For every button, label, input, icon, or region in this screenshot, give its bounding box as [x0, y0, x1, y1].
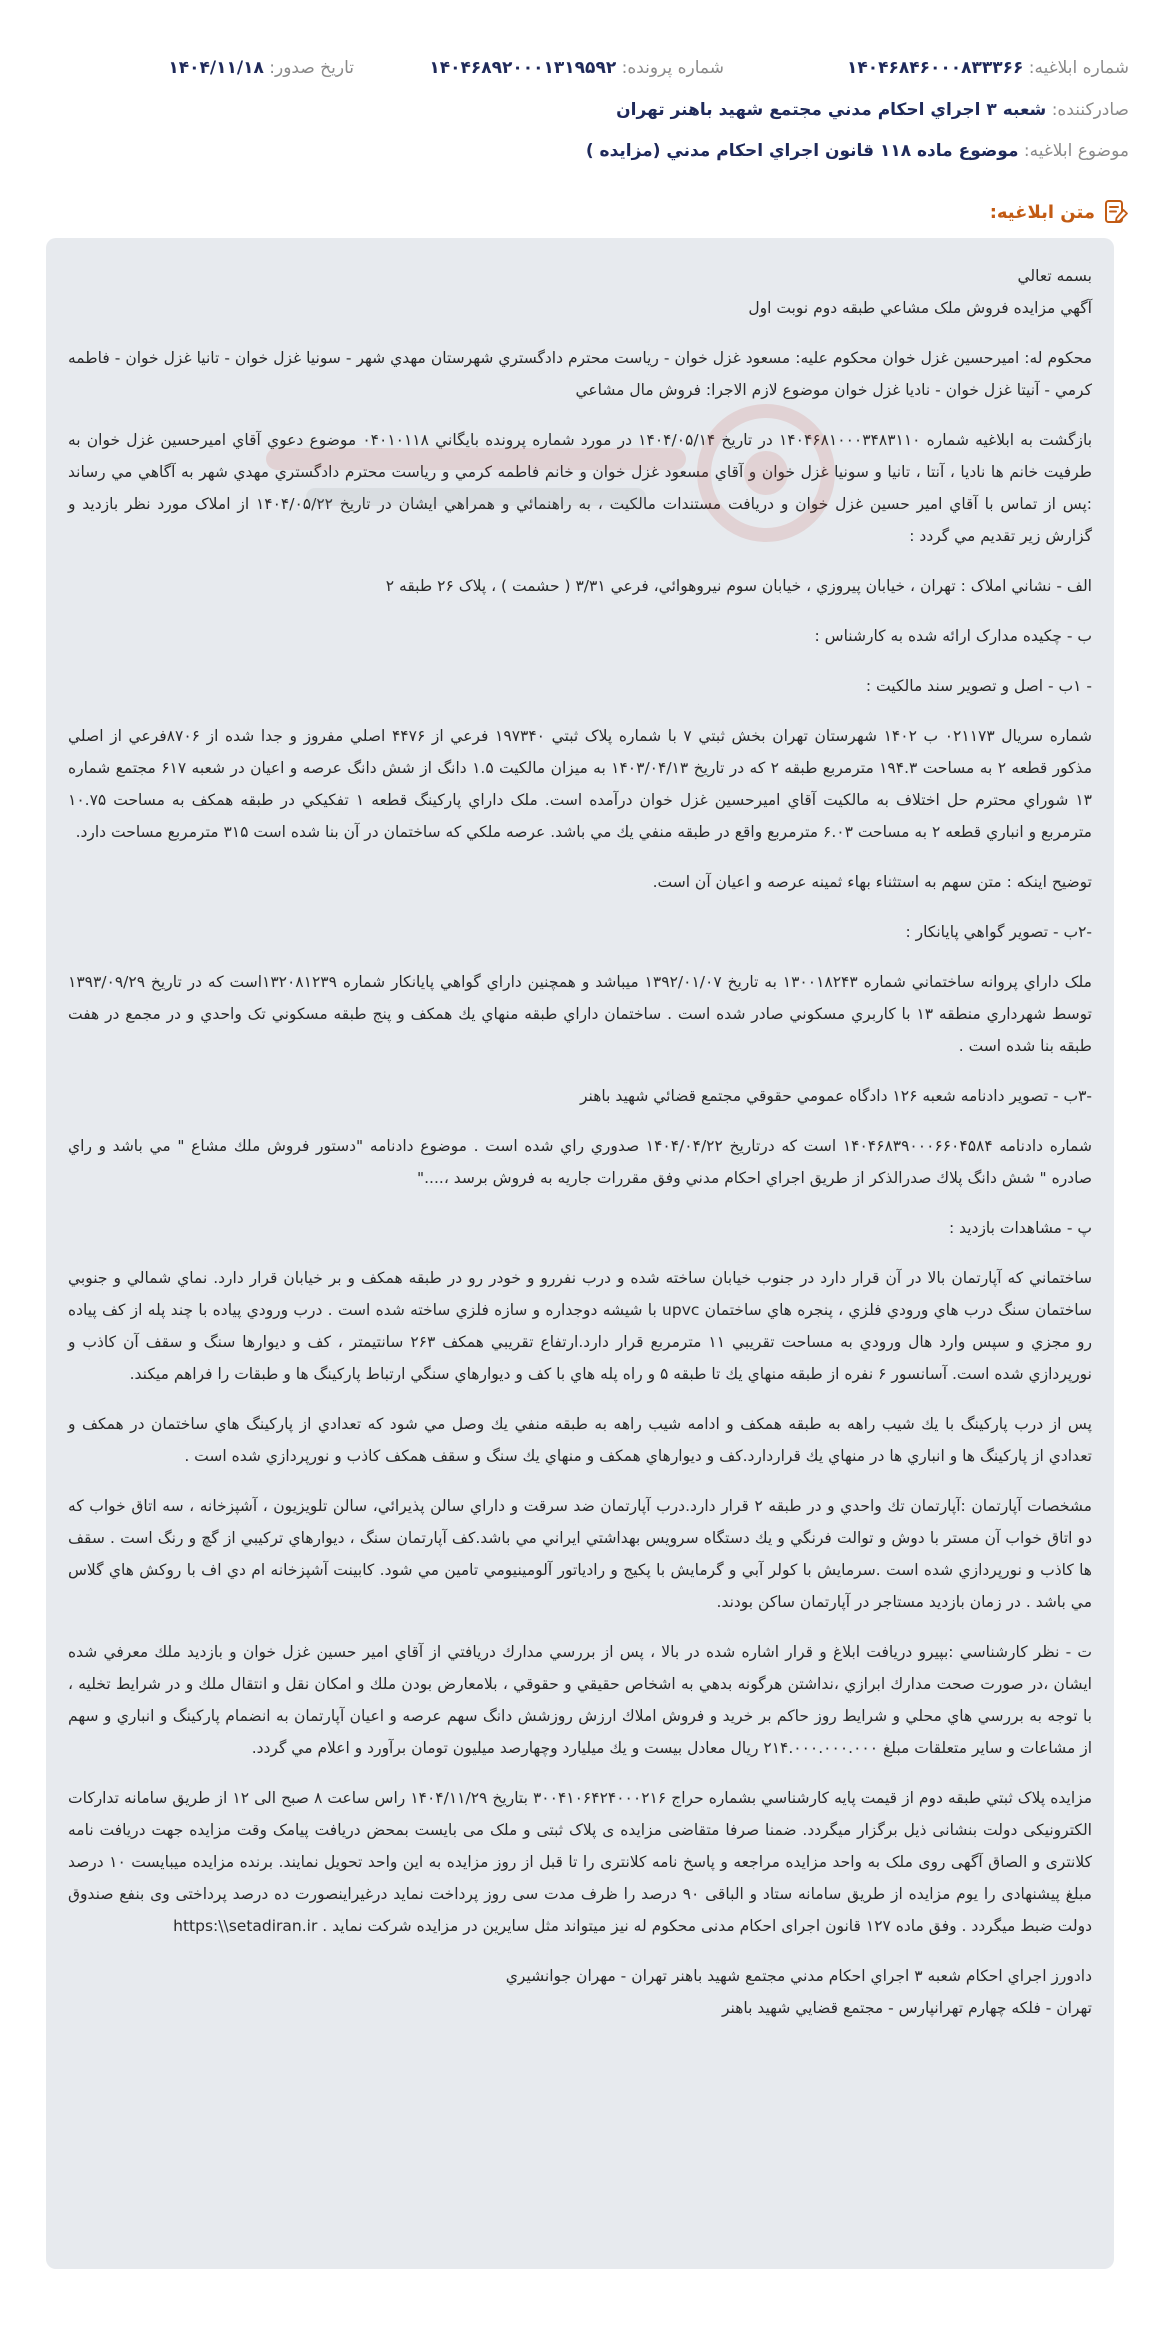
issuer-row: [45, 98, 1129, 122]
case-number: [429, 56, 724, 80]
body-note: توضيح اينکه : متن سهم به استثناء بهاء ثمينه عرصه و اعيان آن است.: [652, 873, 1092, 891]
body-documents-heading: ب - چکيده مدارک ارائه شده به کارشناس :: [814, 627, 1092, 645]
body-expert-opinion: ت - نظر کارشناسي :بپيرو دريافت ابلاغ و قرار اشاره شده در بالا ، پس از بررسي مدارك دريافتي از آقاي امير حسين غزل خوان و بازديد ملك معرفي شده ايشان ،در صورت صحت مدارك ابرازي ،نداشتن هرگونه بدهي به اشخاص حقيقي و حقوقي ، بلامعارض بودن ملك و امکان نقل و انتقال ملك و در شرايط تخليه ، با توجه به بررسي هاي محلي و شرايط روز حاکم بر خريد و فروش املاك ارزش روزشش دانگ سهم عرصه و اعيان آپارتمان به انضمام پارکينگ و انباري و سهم از مشاعات و ساير متعلقات مبلغ ۲۱۴.۰۰۰.۰۰۰.۰۰۰ ريال معادل بيست و يك ميليارد وچهارصد ميليون تومان برآورد و اعلام مي گردد.: [68, 1643, 1092, 1757]
body-permit-heading: -۲ب - تصوير گواهي پايانکار :: [905, 923, 1092, 941]
notice-meta: [45, 56, 1129, 80]
body-permit: ملک داراي پروانه ساختماني شماره ۱۳۰۰۱۸۲۴۳ به تاريخ ۱۳۹۲/۰۱/۰۷ ميباشد و همچنين داراي گواهي پايانکار شماره ۱۳۲۰۸۱۲۳۹است که در تاريخ ۱۳۹۳/۰۹/۲۹ توسط شهرداري منطقه ۱۳ با کاربري مسکوني صادر شده است . ساختمان داراي طبقه منهاي يك همکف و پنج طبقه مسکوني تک واحدي و در مجمع در هفت طبقه بنا شده است .: [68, 973, 1092, 1055]
body-address-footer: تهران - فلکه چهارم تهرانپارس - مجتمع قضايي شهيد باهنر: [722, 1999, 1092, 2017]
body-observations-parking: پس از درب پارکينگ با يك شيب راهه به طبقه همکف و ادامه شيب راهه به طبقه منفي يك وصل مي شود که تعدادي از پارکينگ هاي ساختمان در همکف و تعدادي از پارکينگ ها و انباري ها در منهاي يك قراردارد.کف و ديوارهاي همکف و منهاي يك سنگ و سقف همکف کاذب و نورپردازي شده است .: [68, 1415, 1092, 1465]
issue-date-value: ۱۴۰۴/۱۱/۱۸: [168, 58, 264, 78]
auction-terms-text: مزايده پلاک ثبتي طبقه دوم از قيمت پايه کارشناسي بشماره حراج ۳۰۰۴۱۰۶۴۲۴۰۰۰۲۱۶ بتاريخ ۱۴۰۴/۱۱/۲۹ راس ساعت ۸ صبح الی ۱۲ از طريق سامانه تدارکات الکترونيکی دولت بنشانی ذيل برگزار ميگردد. ضمنا صرفا متقاضی مزايده ی پلاک ثبتی و ملک می بايست بمحض دريافت پيامک وقت مزايده جهت دريافت نامه کلانتری و الصاق آگهی روی ملک به واحد مزايده مراجعه و پاسخ نامه کلانتری را تا قبل از روز مزايده به اين واحد تحويل نمايند. برنده مزايده ميبايست ۱۰ درصد مبلغ پيشنهادی را يوم مزايده از طريق سامانه ستاد و الباقی ۹۰ درصد را ظرف مدت سی روز پرداخت نمايد درغيراينصورت ده درصد پرداختی وی بنفع صندوق دولت ضبط ميگردد . وفق ماده ۱۲۷ قانون اجرای احکام مدنی محکوم له نيز ميتواند مثل سايرين در مزايده شرکت نمايد .: [68, 1789, 1093, 1935]
body-deed: شماره سريال ۰۲۱۱۷۳ ب ۱۴۰۲ شهرستان تهران بخش ثبتي ۷ با شماره پلاک ثبتي ۱۹۷۳۴۰ فرعي از ۴۴۷۶ اصلي مفروز و جدا شده از ۸۷۰۶فرعي از اصلي مذکور قطعه ۲ به مساحت ۱۹۴.۳ مترمربع طبقه ۲ که در تاريخ ۱۴۰۳/۰۴/۱۳ به ميزان مالکيت ۱.۵ دانگ از شش دانگ عرصه و اعيان در شعبه ۶۱۷ مجتمع شماره ۱۳ شوراي محترم حل اختلاف به مالکيت آقاي اميرحسين غزل خوان درآمده است. ملک داراي پارکينگ قطعه ۱ تفکيکي در طبقه همکف به مساحت ۱۰.۷۵ مترمربع و انباري قطعه ۲ به مساحت ۶.۰۳ مترمربع واقع در طبقه منفي يك مي باشد. عرصه ملکي که ساختمان در آن بنا شده است ۳۱۵ مترمربع مساحت دارد.: [68, 727, 1093, 841]
notice-body: [46, 238, 1114, 2269]
case-number-label: شماره پرونده:: [621, 58, 724, 78]
notice-number-label: شماره ابلاغيه:: [1028, 58, 1129, 78]
issuer-label: صادرکننده:: [1051, 100, 1129, 120]
section-title-text: متن ابلاغيه:: [989, 201, 1095, 223]
subject-value: موضوع ماده ۱۱۸ قانون اجراي احکام مدني (مزايده ): [585, 141, 1019, 161]
subject-label: موضوع ابلاغيه:: [1023, 141, 1129, 161]
body-observations-building: ساختماني که آپارتمان بالا در آن قرار دارد در جنوب خيابان ساخته شده و درب نفررو و خودر رو در طبقه همکف و بر خيابان قرار دارد. نماي شمالي و جنوبي ساختمان سنگ درب هاي ورودي فلزي ، پنجره هاي ساختمان upvc با شيشه دوجداره و سازه فلزي ساخته شده است . درب ورودي پياده با چند پله از کف پياده رو مجزي و سپس وارد هال ورودي به مساحت تقريبي ۱۱ مترمربع قرار دارد.ارتفاع تقريبي همکف ۲۶۳ سانتيمتر ، کف و ديوارها سنگ و سقف آن کاذب و نورپردازي شده است. آسانسور ۶ نفره از طبقه منهاي يك تا طبقه ۵ و راه پله هاي با کف و ديوارهاي سنگي ارتباط پارکينگ ها و طبقات را فراهم ميکند.: [68, 1269, 1092, 1383]
body-auction-terms: [68, 1782, 1092, 1942]
setadiran-link[interactable]: https:\\setadiran.ir: [173, 1917, 318, 1935]
body-title: آگهي مزايده فروش ملک مشاعي طبقه دوم نوبت اول: [748, 299, 1092, 317]
body-verdict-heading: -۳ب - تصوير دادنامه شعبه ۱۲۶ دادگاه عمومي حقوقي مجتمع قضائي شهيد باهنر: [580, 1087, 1092, 1105]
document-edit-icon: [1103, 199, 1129, 225]
body-observations-heading: پ - مشاهدات بازديد :: [948, 1219, 1092, 1237]
issuer-value: شعبه ۳ اجراي احکام مدني مجتمع شهيد باهنر تهران: [616, 100, 1047, 120]
body-verdict: شماره دادنامه ۱۴۰۴۶۸۳۹۰۰۰۶۶۰۴۵۸۴ است که درتاريخ ۱۴۰۴/۰۴/۲۲ صدوري راي شده است . موضوع دادنامه "دستور فروش ملك مشاع " مي باشد و راي صادره " شش دانگ پلاك صدرالذکر از طريق اجراي احکام مدني وفق مقررات جاريه به فروش برسد ،....": [68, 1137, 1092, 1187]
body-observations-apartment: مشخصات آپارتمان :آپارتمان تك واحدي و در طبقه ۲ قرار دارد.درب آپارتمان ضد سرقت و داراي سالن پذيرائي، سالن تلويزيون ، آشپزخانه ، سه اتاق خواب که دو اتاق خواب آن مستر با دوش و توالت فرنگي و يك دستگاه سرويس بهداشتي ايراني مي باشد.کف آپارتمان سنگ ، ديوارهاي ترکيبي از گچ و رنگ است . سقف ها کاذب و نورپردازي شده است .سرمايش با کولر آبي و گرمايش با پکيج و رادياتور آلومينيومي تامين مي شود. کابينت آشپزخانه ام دي اف با روکش هاي گلاس مي باشد . در زمان بازديد مستاجر در آپارتمان ساکن بودند.: [68, 1497, 1092, 1611]
body-parties: محکوم له: اميرحسين غزل خوان محکوم عليه: مسعود غزل خوان - رياست محترم دادگستري شهرستان مهدي شهر - سونيا غزل خوان - تانيا غزل خوان - فاطمه کرمي - آنيتا غزل خوان - ناديا غزل خوان موضوع لازم الاجرا: فروش مال مشاعي: [68, 349, 1092, 399]
issue-date: [168, 56, 354, 80]
body-basmala: بسمه تعالي: [1017, 267, 1092, 285]
notice-number-value: ۱۴۰۴۶۸۴۶۰۰۰۸۳۳۳۶۶: [846, 58, 1024, 78]
body-address: الف - نشاني املاک : تهران ، خيابان پيروزي ، خيابان سوم نيروهوائي، فرعي ۳/۳۱ ( حشمت ) ، پلاک ۲۶ طبقه ۲: [385, 577, 1092, 595]
notice-number: [847, 56, 1129, 80]
subject-row: [45, 139, 1129, 163]
notice-text-heading: [990, 197, 1129, 227]
body-signature: دادورز اجراي احكام شعبه ۳ اجراي احکام مدني مجتمع شهيد باهنر تهران - مهران جوانشيري: [505, 1967, 1092, 1985]
body-report: بازگشت به ابلاغيه شماره ۱۴۰۴۶۸۱۰۰۰۳۴۸۳۱۱۰ در تاريخ ۱۴۰۴/۰۵/۱۴ در مورد شماره پرونده بايگاني ۰۴۰۱۰۱۱۸ موضوع دعوي آقاي اميرحسين غزل خوان به طرفيت خانم ها ناديا ، آنتا ، تانيا و سونيا غزل خوان و آقاي مسعود غزل خوان و خانم فاطمه کرمي و رياست محترم دادگستري مهدي شهر به آگاهي مي رساند :پس از تماس با آقاي امير حسين غزل خوان و دريافت مستندات مالکيت ، به راهنمائي و همراهي ايشان در تاريخ ۱۴۰۴/۰۵/۲۲ از املاک مورد نظر بازديد و گزارش زير تقديم مي گردد :: [68, 431, 1093, 545]
issue-date-label: تاريخ صدور:: [269, 58, 354, 78]
body-deed-heading: - ۱ب - اصل و تصوير سند مالکيت :: [865, 677, 1092, 695]
case-number-value: ۱۴۰۴۶۸۹۲۰۰۰۱۳۱۹۵۹۲: [429, 58, 617, 78]
